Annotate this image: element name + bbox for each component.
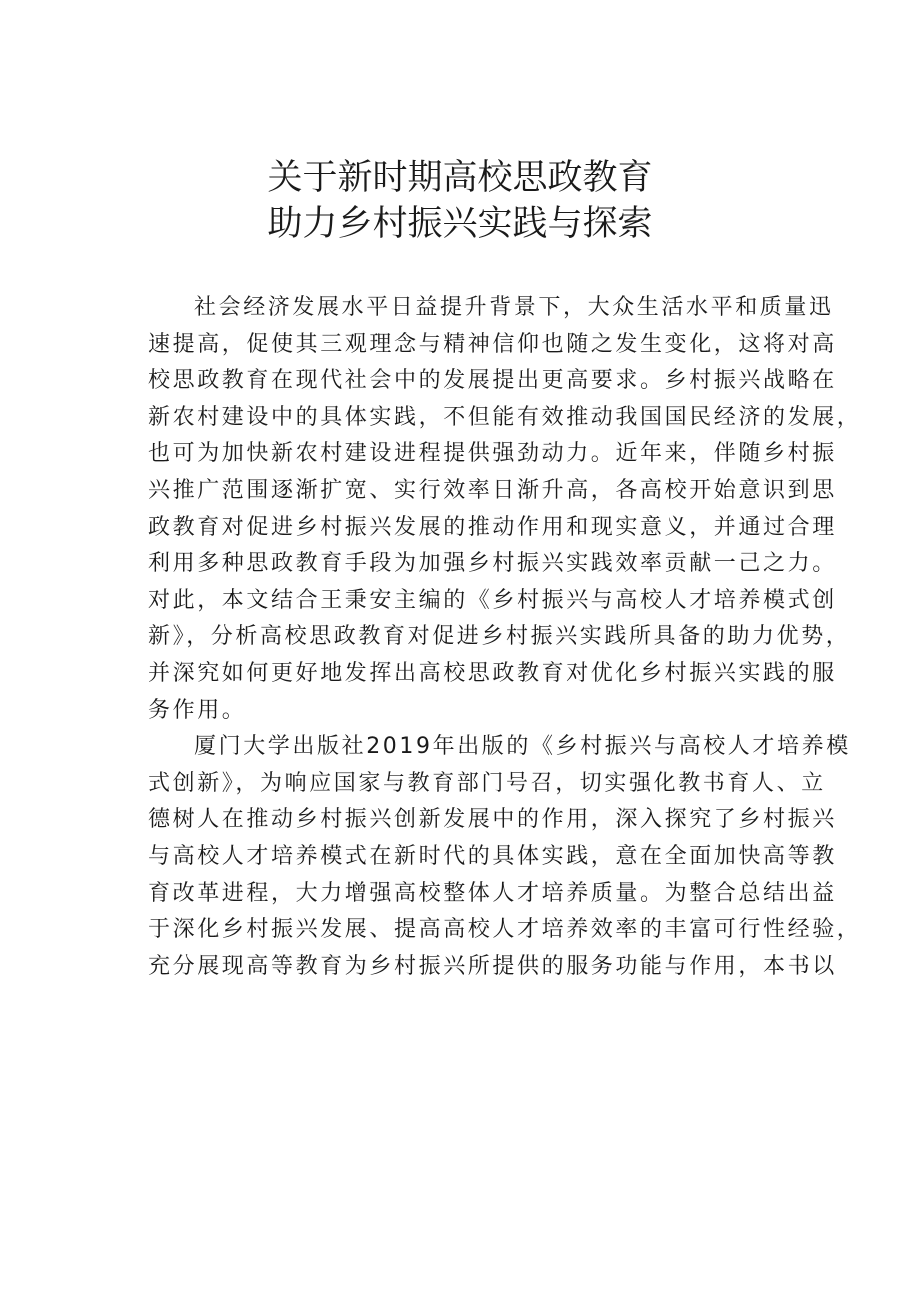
- paragraph-line: 与高校人才培养模式在新时代的具体实践，意在全面加快高等教: [148, 843, 837, 869]
- document-title: [0, 155, 920, 247]
- paragraph-line: 社会经济发展水平日益提升背景下，大众生活水平和质量迅: [194, 295, 834, 320]
- paragraph-line: 新》，分析高校思政教育对促进乡村振兴实践所具备的助力优势，: [148, 624, 851, 650]
- paragraph-line: 对此，本文结合王秉安主编的《乡村振兴与高校人才培养模式创: [148, 587, 837, 613]
- paragraph-line: 于深化乡村振兴发展、提高高校人才培养效率的丰富可行性经验，: [148, 917, 862, 943]
- document-body: [148, 290, 862, 985]
- paragraph: [148, 729, 862, 985]
- paragraph-line: 德树人在推动乡村振兴创新发展中的作用，深入探究了乡村振兴: [148, 807, 837, 833]
- paragraph-line: 充分展现高等教育为乡村振兴所提供的服务功能与作用，本书以: [148, 953, 837, 979]
- paragraph-line: 厦门大学出版社2019年出版的《乡村振兴与高校人才培养模: [194, 734, 851, 760]
- paragraph-line: 并深究如何更好地发挥出高校思政教育对优化乡村振兴实践的服: [148, 660, 837, 686]
- paragraph-line: 利用多种思政教育手段为加强乡村振兴实践效率贡献一己之力。: [148, 551, 837, 577]
- paragraph-line: 育改革进程，大力增强高校整体人才培养质量。为整合总结出益: [148, 880, 837, 906]
- paragraph-line: 校思政教育在现代社会中的发展提出更高要求。乡村振兴战略在: [148, 368, 837, 394]
- title-line: 助力乡村振兴实践与探索: [267, 204, 653, 244]
- paragraph: [148, 290, 862, 729]
- paragraph-line: 新农村建设中的具体实践，不但能有效推动我国国民经济的发展，: [148, 404, 862, 430]
- paragraph-line: 也可为加快新农村建设进程提供强劲动力。近年来，伴随乡村振: [148, 441, 837, 467]
- title-line: 关于新时期高校思政教育: [267, 158, 653, 198]
- paragraph-line: 式创新》，为响应国家与教育部门号召，切实强化教书育人、立: [148, 770, 826, 796]
- paragraph-line: 速提高，促使其三观理念与精神信仰也随之发生变化，这将对高: [148, 331, 837, 357]
- paragraph-line: 务作用。: [148, 697, 247, 723]
- paragraph-line: 兴推广范围逐渐扩宽、实行效率日渐升高，各高校开始意识到思: [148, 477, 837, 503]
- paragraph-line: 政教育对促进乡村振兴发展的推动作用和现实意义，并通过合理: [148, 514, 837, 540]
